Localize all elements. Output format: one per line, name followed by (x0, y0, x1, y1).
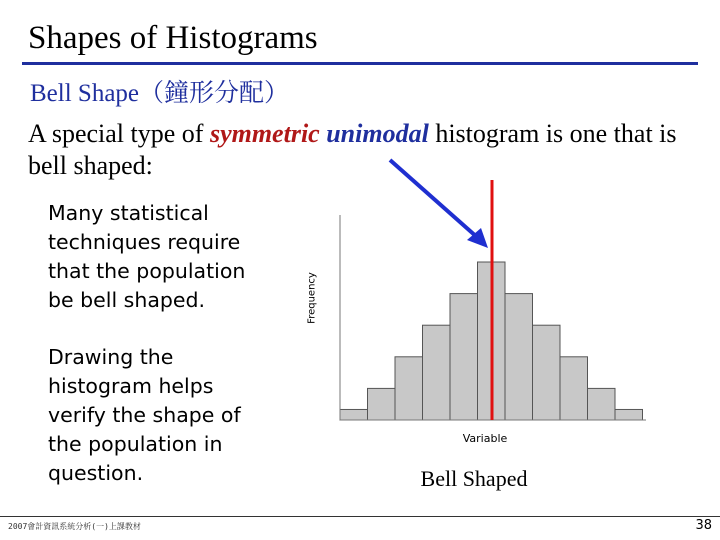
page-number: 38 (695, 518, 712, 533)
histogram-bar (395, 357, 423, 420)
histogram-bar (615, 409, 643, 420)
histogram-bar (560, 357, 588, 420)
histogram-bar (533, 325, 561, 420)
note-verify-shape: Drawing the histogram helps verify the shape of the population in question. (48, 345, 241, 485)
histogram-bar (505, 294, 533, 420)
slide-subtitle: Bell Shape（鐘形分配） (30, 80, 290, 107)
slide-title: Shapes of Histograms (28, 20, 318, 56)
intro-after: histogram is one that is bell shaped: (28, 119, 677, 180)
histogram-bar (450, 294, 478, 420)
histogram-bar (588, 388, 616, 420)
histogram-bar (368, 388, 396, 420)
note-bell-shaped-requirement: Many statistical techniques require that the population be bell shaped. (48, 201, 246, 312)
intro-before: A special type of (28, 119, 210, 148)
y-axis-label: Frequency (306, 272, 318, 324)
footer-text: 2007會計資訊系統分析(一)上課教材 (8, 522, 141, 531)
chart-caption: Bell Shaped (420, 466, 528, 491)
intro-symmetric: symmetric (209, 119, 320, 148)
footer-divider (0, 516, 720, 517)
histogram-bar (423, 325, 451, 420)
x-axis-label: Variable (462, 432, 508, 445)
histogram-bar (340, 409, 368, 420)
pointer-arrow (390, 160, 478, 238)
intro-unimodal: unimodal (326, 119, 429, 148)
